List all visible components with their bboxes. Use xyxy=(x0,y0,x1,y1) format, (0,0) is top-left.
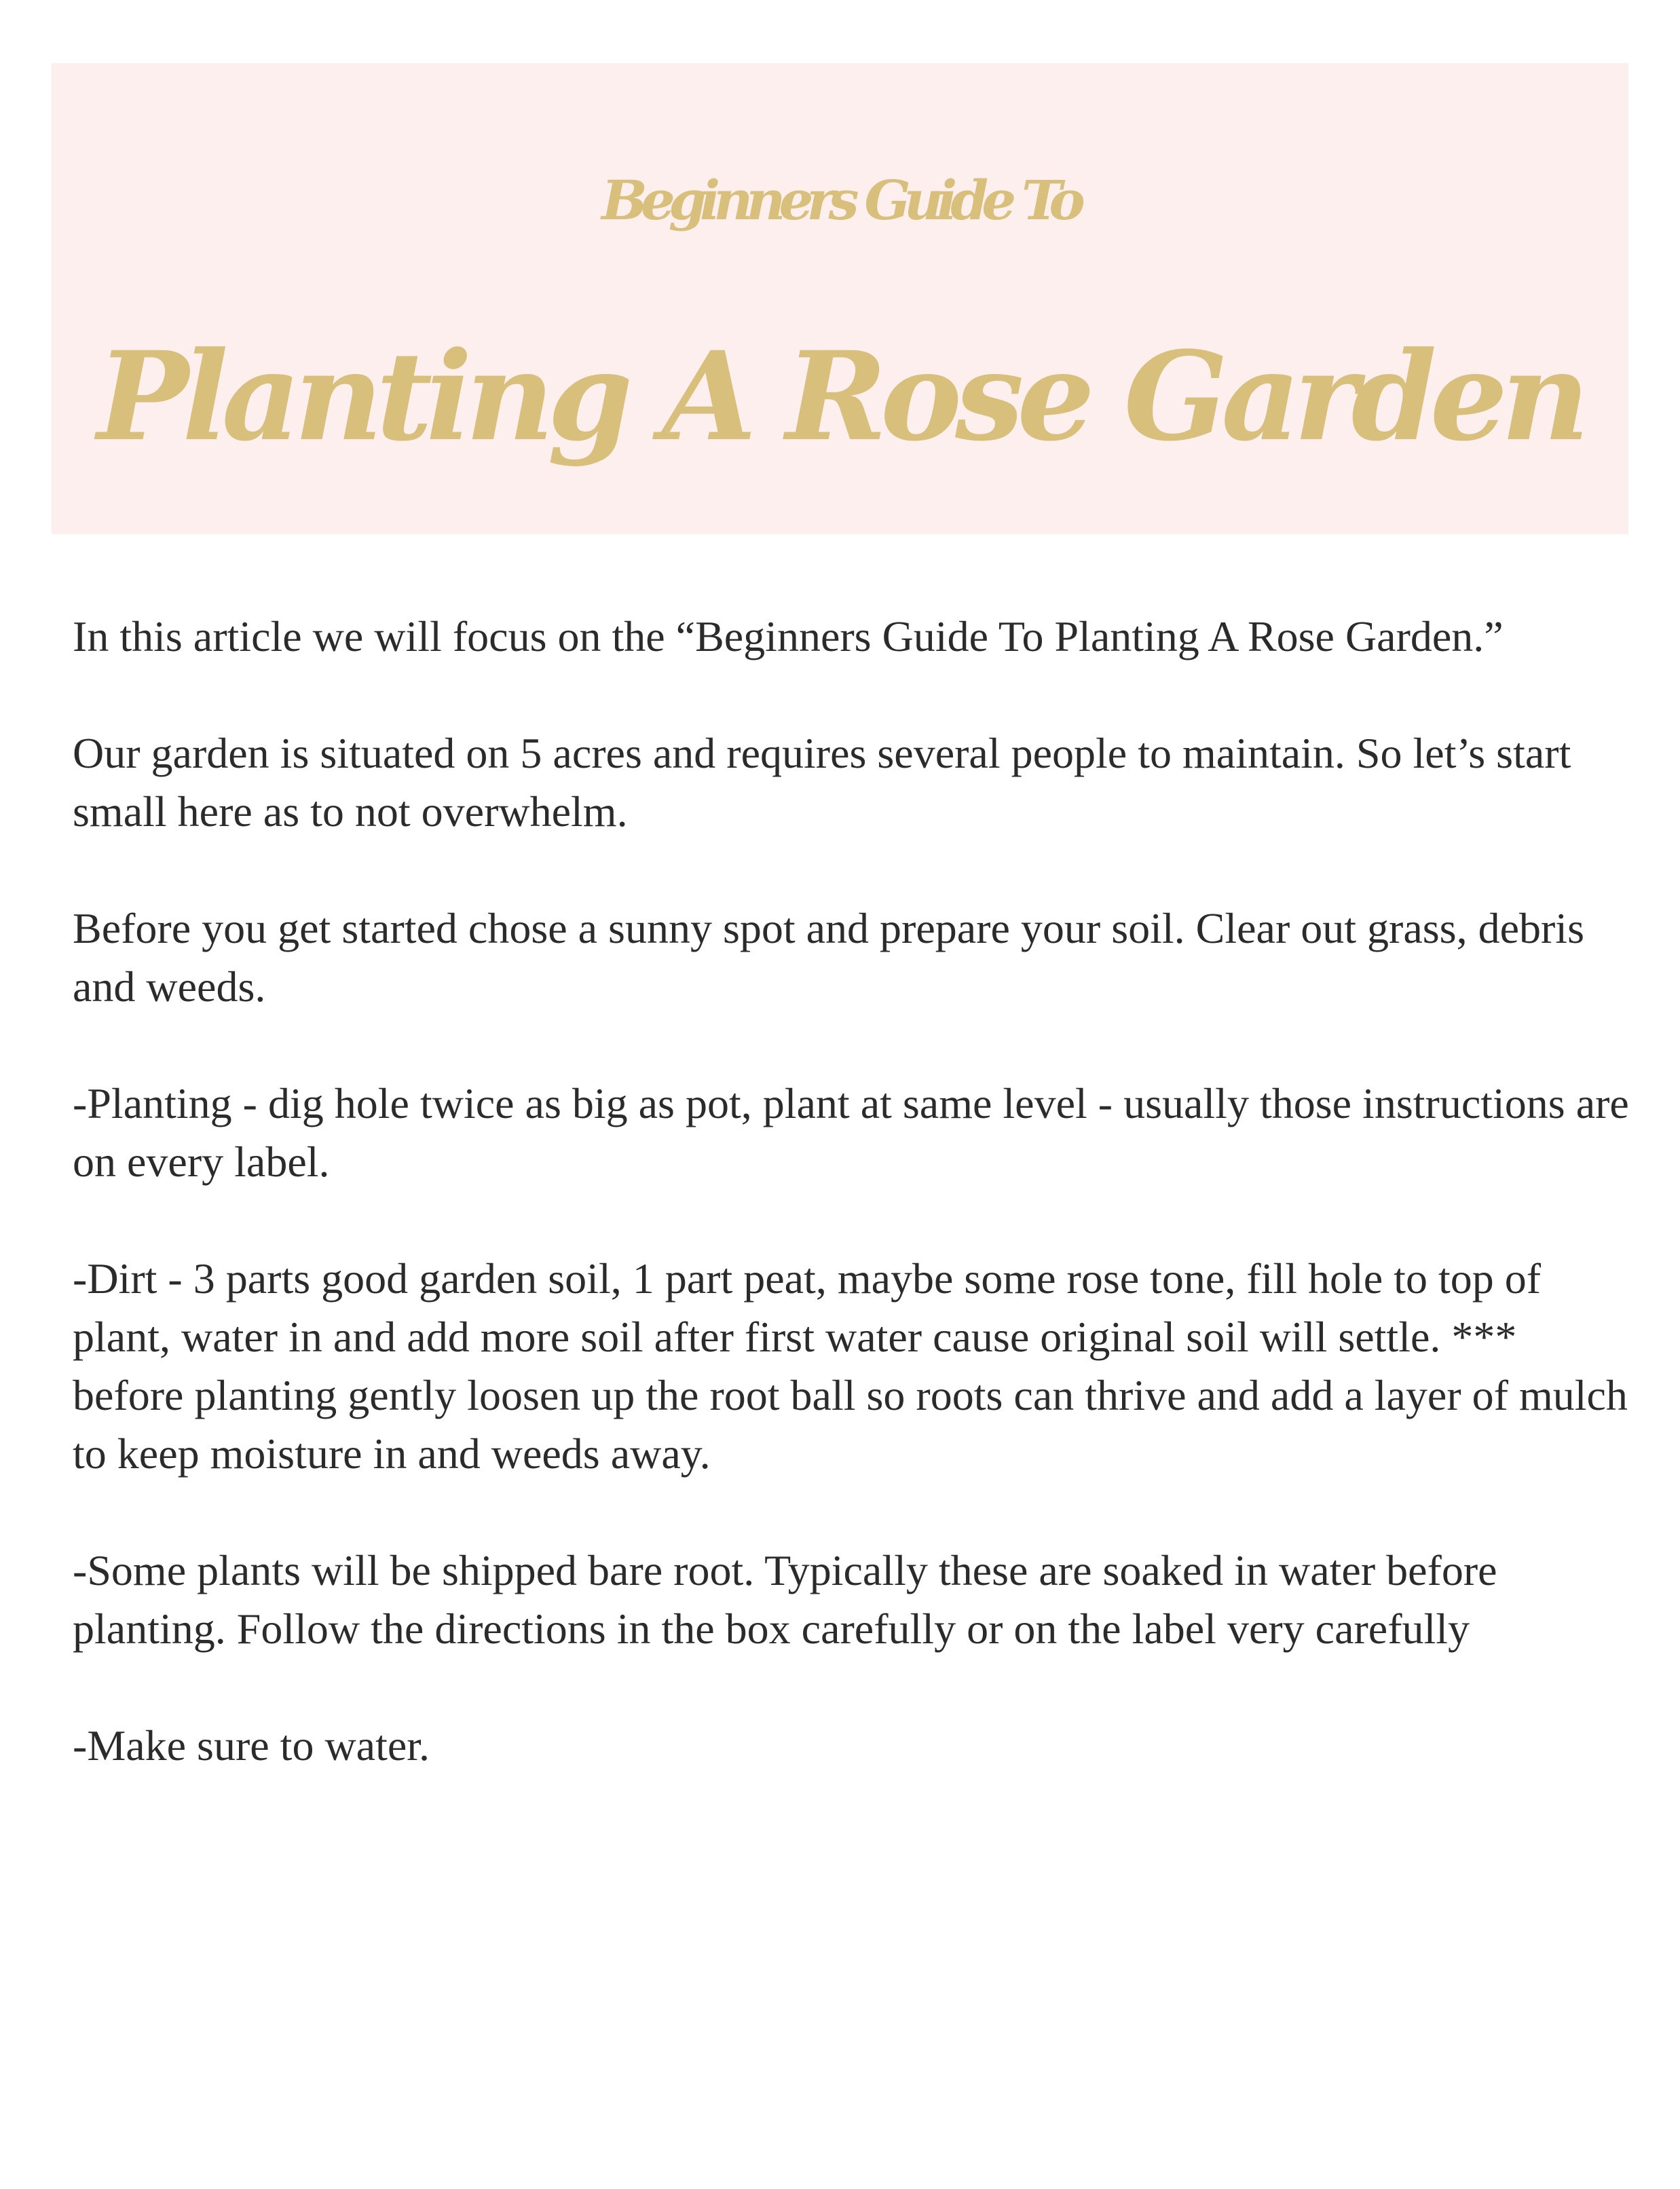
page-title xyxy=(97,102,1583,495)
title-banner xyxy=(52,63,1628,534)
article-body xyxy=(73,607,1634,1833)
title-line-2: Planting A Rose Garden xyxy=(96,325,1584,468)
garden-size-paragraph: Our garden is situated on 5 acres and requires several people to maintain. So let’s start small here as to not overwhelm. xyxy=(73,729,1571,836)
title-line-1: Beginners Guide To xyxy=(601,168,1079,232)
bare-root-paragraph: -Some plants will be shipped bare root. Typically these are soaked in water before planting. Follow the directions in the box carefully or on the label very carefully xyxy=(73,1546,1497,1653)
intro-paragraph: In this article we will focus on the “Beginners Guide To Planting A Rose Garden.” xyxy=(73,612,1504,660)
planting-paragraph: -Planting - dig hole twice as big as pot, plant at same level - usually those instructions are on every label. xyxy=(73,1079,1629,1186)
watering-paragraph: -Make sure to water. xyxy=(73,1721,430,1770)
dirt-paragraph: -Dirt - 3 parts good garden soil, 1 part peat, maybe some rose tone, fill hole to top of plant, water in and add more soil after first water cause original soil will settle. *** before planting gently loosen up the root ball so roots can thrive and add a layer of mulch to keep moisture in and weeds away. xyxy=(73,1254,1628,1478)
soil-prep-paragraph: Before you get started chose a sunny spot and prepare your soil. Clear out grass, debris and weeds. xyxy=(73,904,1584,1011)
